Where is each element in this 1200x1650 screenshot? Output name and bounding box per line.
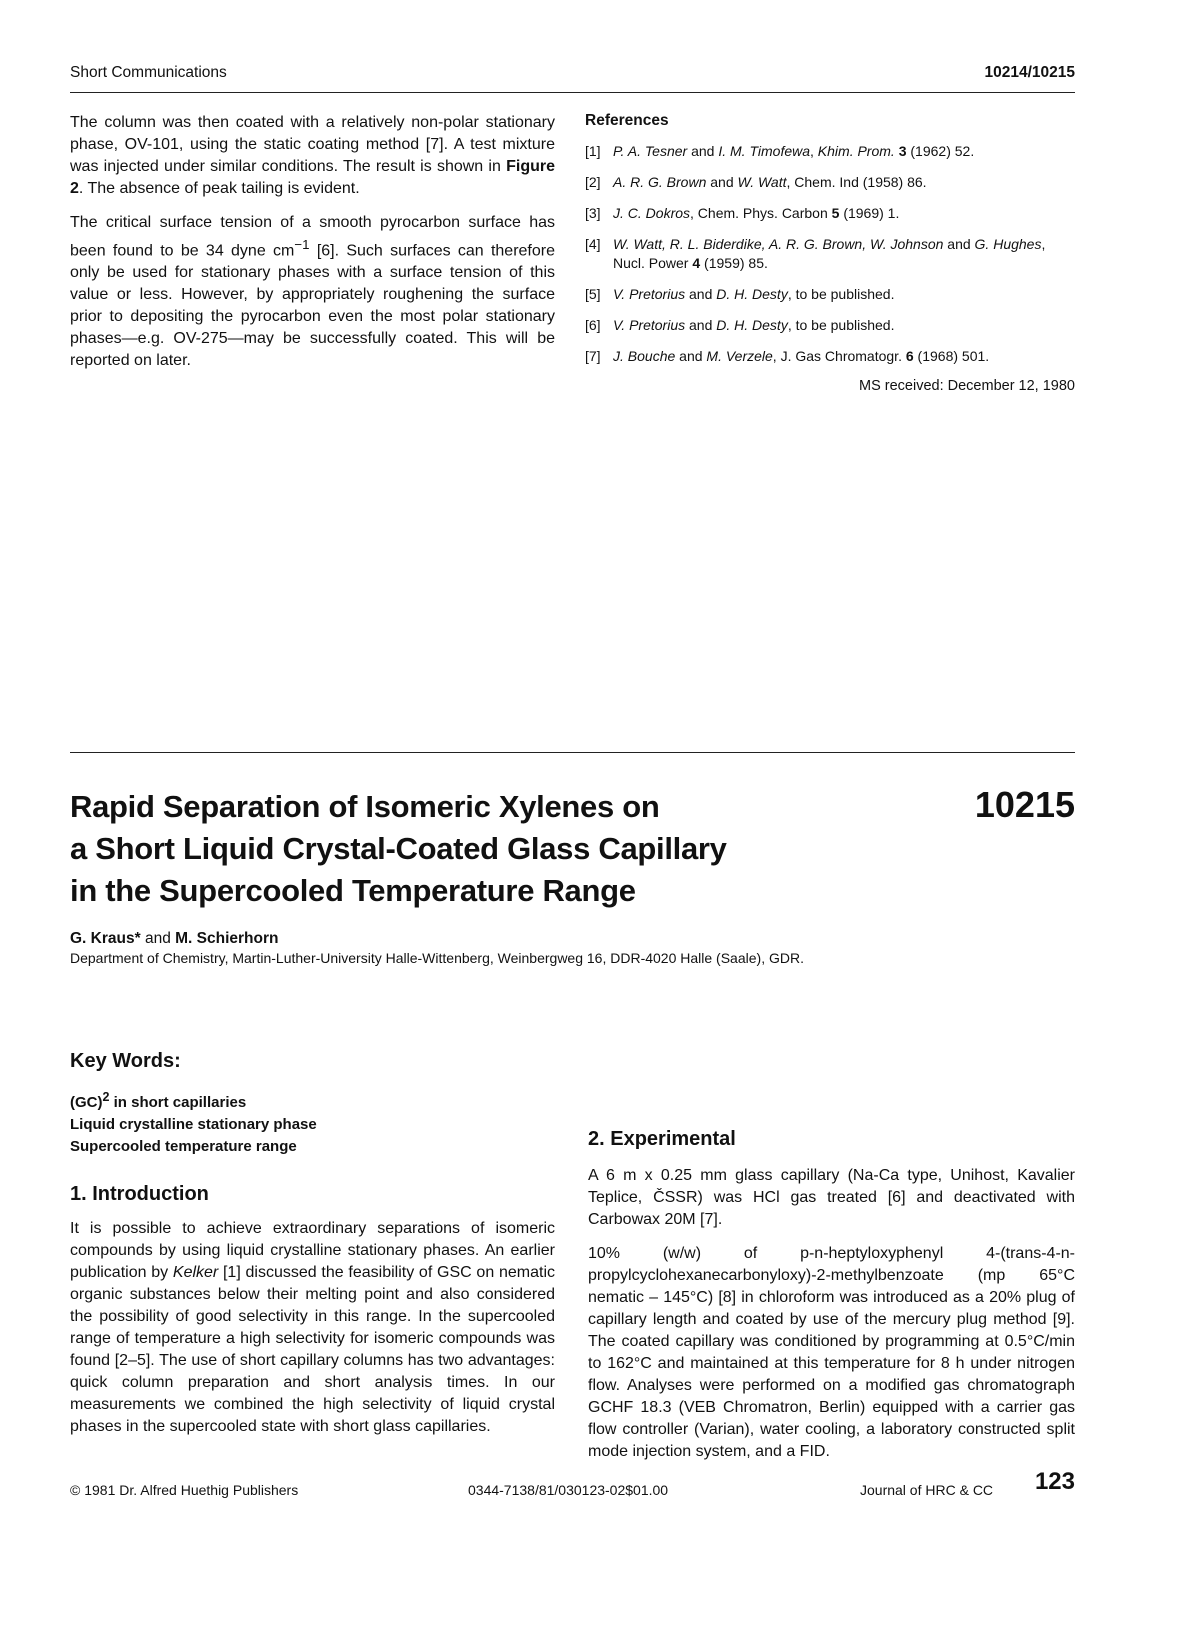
introduction-section — [70, 1183, 555, 1450]
reference-item — [585, 173, 1075, 192]
affiliation: Department of Chemistry, Martin-Luther-University Halle-Wittenberg, Weinbergweg 16, DDR-4020 Halle (Saale), GDR. — [70, 950, 804, 966]
reference-item — [585, 347, 1075, 366]
ms-received: MS received: December 12, 1980 — [859, 378, 1075, 394]
experimental-heading: 2. Experimental — [588, 1128, 736, 1150]
title-line-1: Rapid Separation of Isomeric Xylenes on — [70, 789, 660, 824]
reference-number: [5] — [585, 286, 601, 302]
reference-number: [3] — [585, 205, 601, 221]
authors: G. Kraus* and M. Schierhorn — [70, 930, 279, 947]
prev-paragraph-2: The critical surface tension of a smooth pyrocarbon surface has been found to be 34 dyne $cm^{-1}$ [6]. Such surfaces can therefore only be used for stationary phases with a surface tension of this value or less. However, by appropriately roughening the surface prior to depositing the pyrocarbon even the most polar stationary phases—e.g. OV-275—may be successfully coated. This will be reported on later. — [70, 214, 556, 370]
keyword-item: (GC)$^2$ in short capillaries — [70, 1090, 247, 1111]
running-header-left: Short Communications — [70, 64, 227, 81]
prev-paragraph-1: The column was then coated with a relatively non-polar stationary phase, OV-101, using the static coating method [7]. A test mixture was injected under similar conditions. The result is shown in Figure 2. The absence of peak tailing is evident. — [70, 114, 555, 197]
page-number: 123 — [1034, 1468, 1075, 1495]
keywords-list — [70, 1086, 550, 1158]
article-divider — [70, 752, 1075, 753]
reference-text: V. Pretorius and D. H. Desty, to be published. — [613, 286, 895, 302]
running-header-right: 10214/10215 — [984, 64, 1075, 81]
footer-copyright: © 1981 Dr. Alfred Huethig Publishers — [70, 1482, 299, 1498]
reference-text: J. Bouche and M. Verzele, J. Gas Chromatogr. 6 (1968) 501. — [613, 348, 990, 364]
keyword-item: Supercooled temperature range — [70, 1138, 297, 1155]
reference-text: J. C. Dokros, Chem. Phys. Carbon 5 (1969) 1. — [613, 205, 900, 221]
reference-item — [585, 204, 1075, 223]
introduction-heading: 1. Introduction — [70, 1183, 209, 1205]
references-heading: References — [585, 112, 669, 129]
reference-number: [1] — [585, 143, 601, 159]
footer-code: 0344-7138/81/030123-02$01.00 — [468, 1482, 669, 1498]
reference-text: A. R. G. Brown and W. Watt, Chem. Ind (1958) 86. — [613, 174, 927, 190]
title-line-2: a Short Liquid Crystal-Coated Glass Capillary — [70, 831, 727, 866]
keywords-heading: Key Words: — [70, 1050, 181, 1072]
footer-journal: Journal of HRC & CC — [860, 1482, 994, 1498]
references-list — [585, 142, 1075, 366]
article-number: 10215 — [974, 784, 1075, 825]
experimental-section — [588, 1128, 1075, 1475]
introduction-text: It is possible to achieve extraordinary separations of isomeric compounds by using liquid crystalline stationary phases. An earlier publication by Kelker [1] discussed the feasibility of GSC on nematic organic substances below their melting point and also considered the possibility of good selectivity in this range. In the supercooled range of temperature a high selectivity for isomeric compounds was found [2–5]. The use of short capillary columns has two advantages: quick column preparation and short analysis times. In our measurements we combined the high selectivity of liquid crystal phases in the supercooled state with short glass capillaries. — [70, 1220, 555, 1435]
reference-number: [6] — [585, 317, 601, 333]
reference-number: [7] — [585, 348, 601, 364]
keyword-item: Liquid crystalline stationary phase — [70, 1116, 317, 1133]
reference-text: W. Watt, R. L. Biderdike, A. R. G. Brown, W. Johnson and G. Hughes, Nucl. Power 4 (1959) 85. — [613, 236, 1046, 271]
title-line-3: in the Supercooled Temperature Range — [70, 873, 636, 908]
prev-article-text — [70, 112, 555, 384]
references-section — [585, 112, 1075, 394]
reference-number: [2] — [585, 174, 601, 190]
reference-number: [4] — [585, 236, 601, 252]
article-title — [70, 786, 890, 912]
experimental-paragraph-2: 10% (w/w) of p-n-heptyloxyphenyl 4-(trans-4-n-propylcyclohexanecarbonyloxy)-2-methylbenzoate (mp 65°C nematic – 145°C) [8] in chloroform was introduced as a 20% plug of capillary length and coated by use of the mercury plug method [9]. The coated capillary was conditioned by programming at 0.5°C/min to 162°C and maintained at this temperature for 8 h under nitrogen flow. Analyses were performed on a modified gas chromatograph GCHF 18.3 (VEB Chromatron, Berlin) equipped with a carrier gas flow controller (Varian), water cooling, a laboratory constructed split mode injection system, and a FID. — [588, 1245, 1075, 1460]
reference-item — [585, 285, 1075, 304]
reference-item — [585, 316, 1075, 335]
reference-text: P. A. Tesner and I. M. Timofewa, Khim. Prom. 3 (1962) 52. — [613, 143, 975, 159]
reference-text: V. Pretorius and D. H. Desty, to be published. — [613, 317, 895, 333]
experimental-paragraph-1: A 6 m x 0.25 mm glass capillary (Na-Ca type, Unihost, Kavalier Teplice, ČSSR) was HCl gas treated [6] and deactivated with Carbowax 20M [7]. — [588, 1167, 1075, 1228]
header-rule — [70, 92, 1075, 93]
reference-item — [585, 142, 1075, 161]
reference-item — [585, 235, 1075, 273]
